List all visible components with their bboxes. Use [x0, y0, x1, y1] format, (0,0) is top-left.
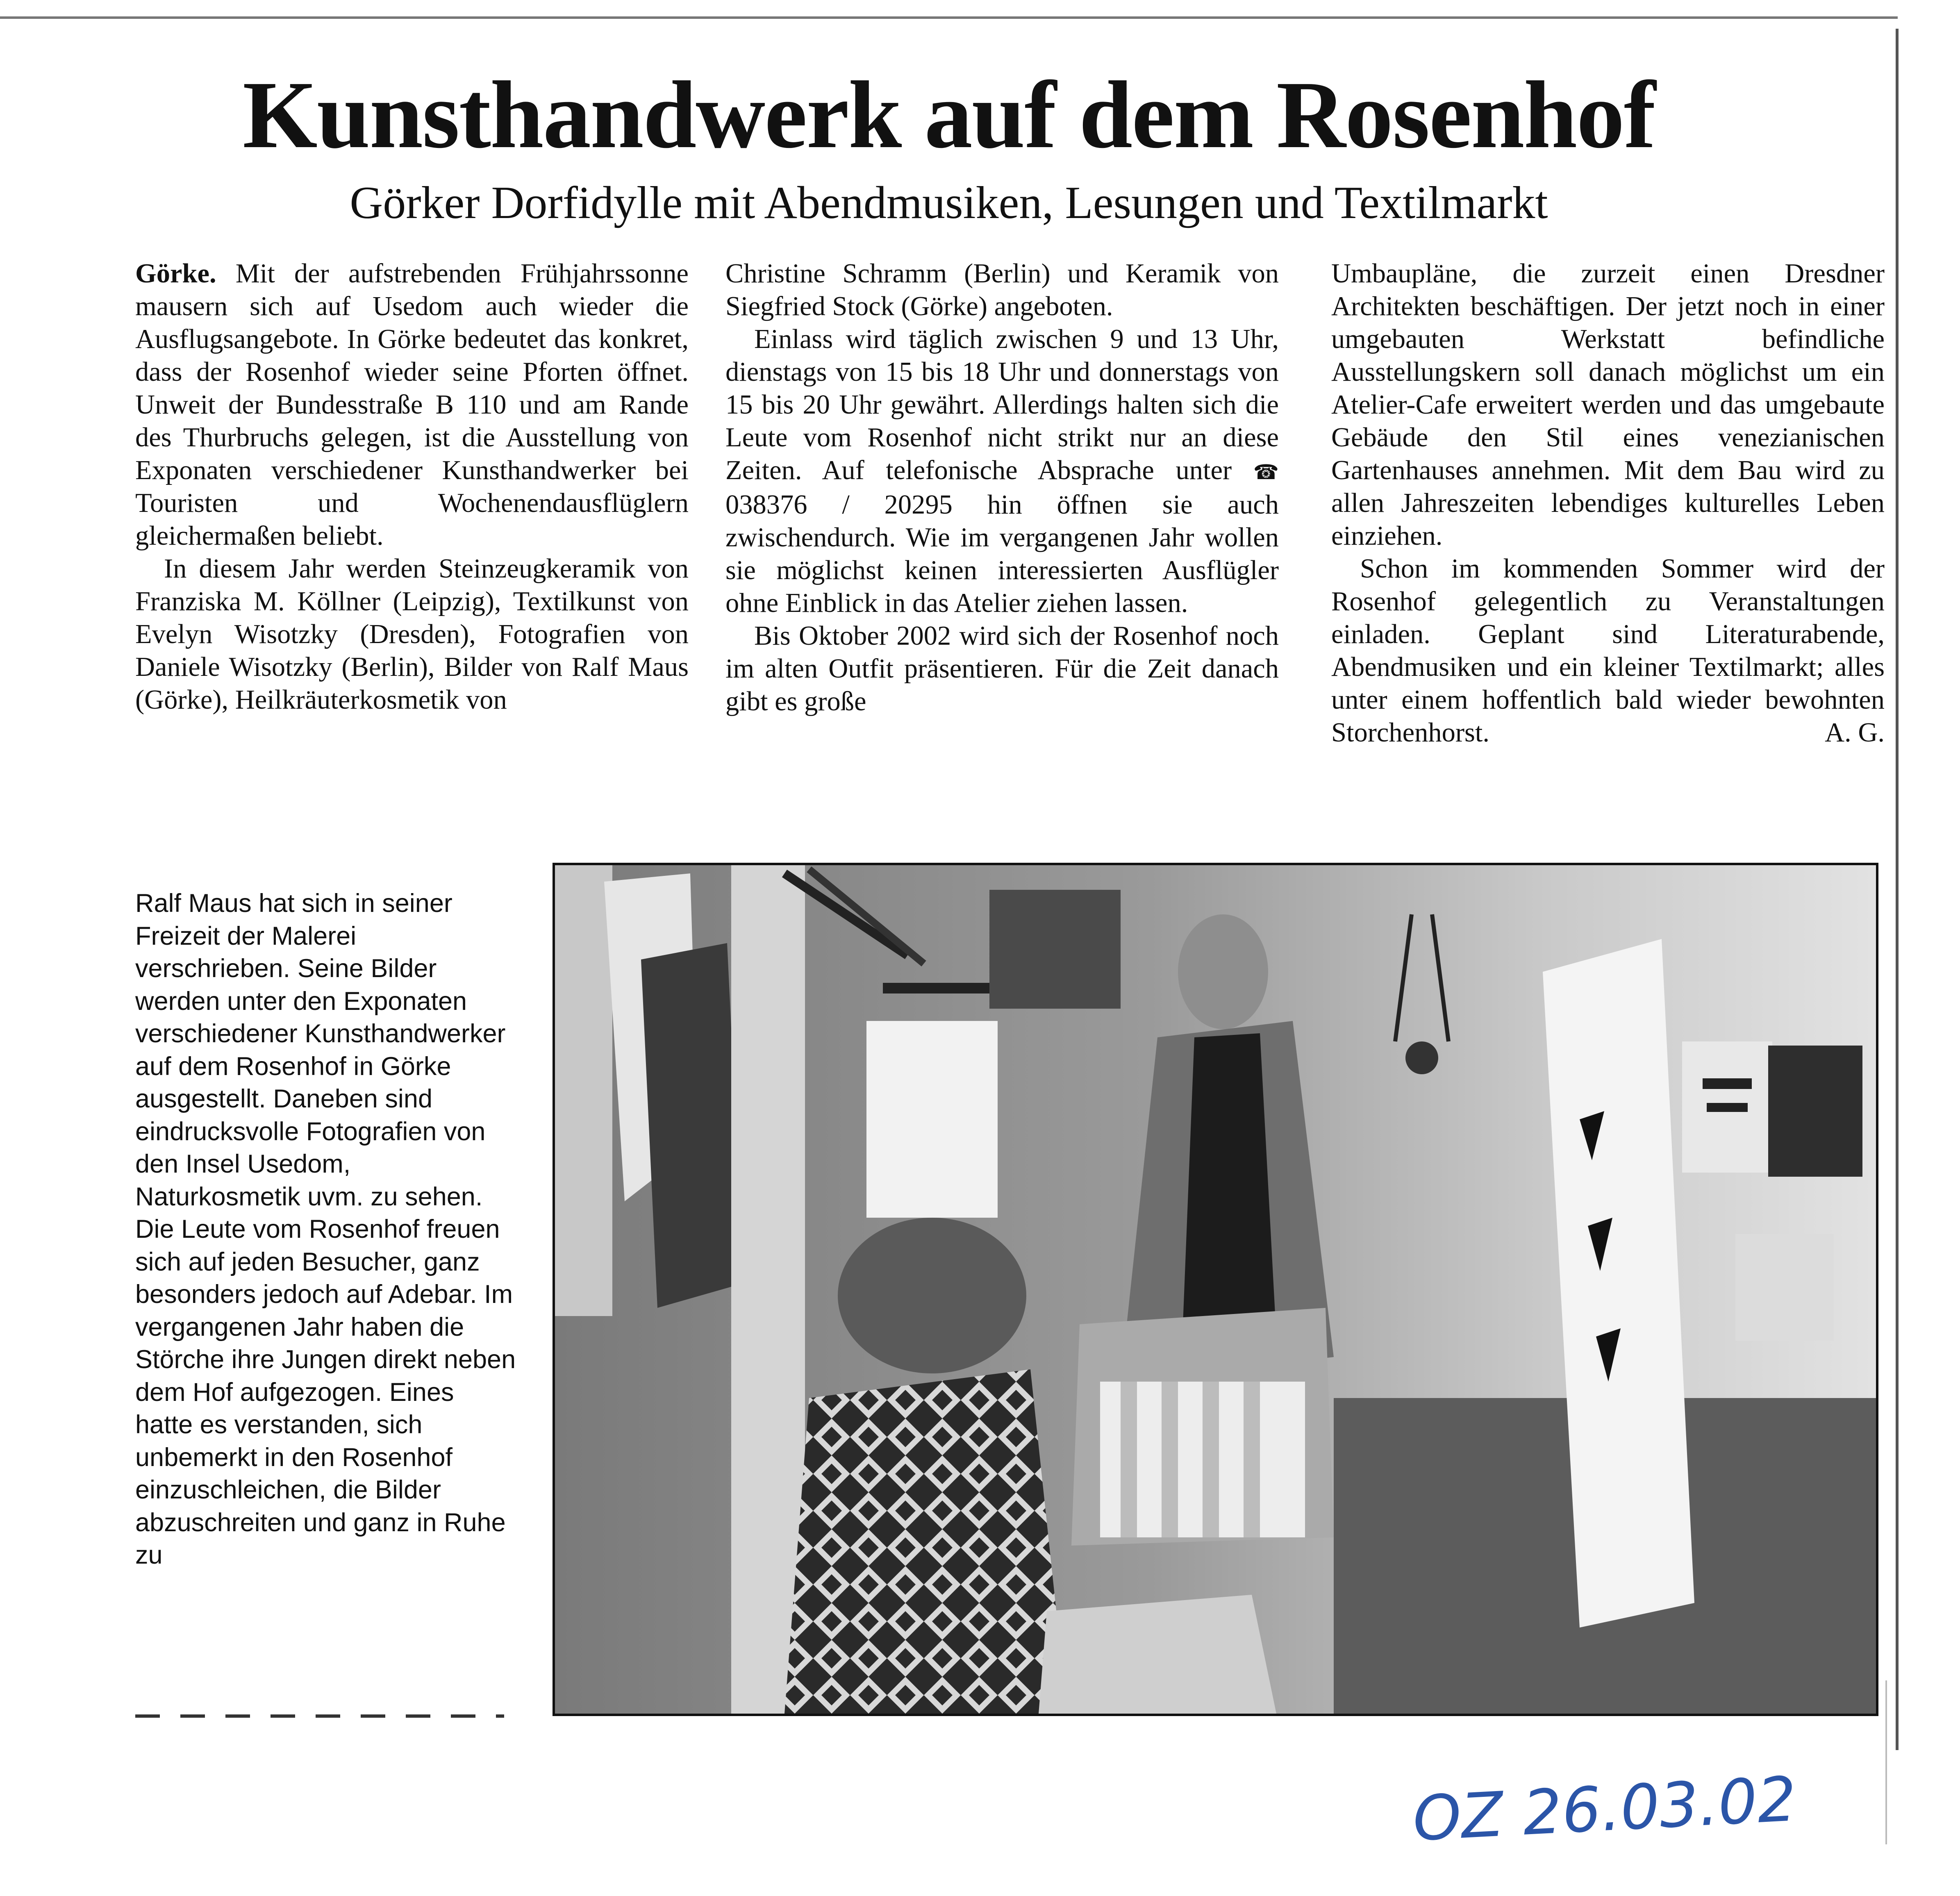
paragraph [725, 323, 1279, 620]
clipping-right-edge [1896, 29, 1899, 1750]
article-column-2 [725, 257, 1279, 718]
caption-cut-line [135, 1714, 504, 1718]
svg-text:OZ 26.03.02: OZ 26.03.02 [1411, 1771, 1799, 1855]
paragraph-text: hin öffnen sie auch zwischendurch. Wie im vergangenen Jahr wollen sie möglichst keinen interessierten Ausflügler ohne Einblick in das Atelier ziehen lassen. [725, 490, 1279, 618]
paragraph: Bis Oktober 2002 wird sich der Rosenhof noch im alten Outfit präsentieren. Für die Zeit danach gibt es große [725, 621, 1279, 716]
dateline: Görke. [135, 259, 216, 289]
phone-number: 038376 / 20295 [725, 490, 953, 520]
subheadline: Görker Dorfidylle mit Abendmusiken, Lesungen und Textilmarkt [350, 177, 1548, 228]
handwritten-date-note [1410, 1771, 1820, 1861]
clipping-top-edge [0, 16, 1898, 19]
article-column-1 [135, 257, 689, 716]
clipping-right-shadow [1885, 1680, 1887, 1844]
photo-caption: Ralf Maus hat sich in seiner Freizeit der Malerei verschrieben. Seine Bilder werden unter den Exponaten verschiedener Kunsthandwerker auf dem Rosenhof in Görke ausgestellt. Daneben sind eindrucksvolle Fotografien von den Insel Usedom, Naturkosmetik uvm. zu sehen. Die Leute vom Rosenhof freuen sich auf jeden Besucher, ganz besonders jedoch auf Adebar. Im vergangenen Jahr haben die Störche ihre Jungen direkt neben dem Hof aufgezogen. Eines hatte es verstanden, sich unbemerkt in den Rosenhof einzuschleichen, die Bilder abzuschreiten und ganz in Ruhe zu [135, 889, 516, 1569]
article-column-3 [1331, 257, 1885, 749]
author-signature: A. G. [1825, 718, 1885, 748]
paragraph-text: Einlass wird täglich zwischen 9 und 13 Uhr, dienstags von 15 bis 18 Uhr und donnerstags von 15 bis 20 Uhr gewährt. Allerdings halten sich die Leute vom Rosenhof nicht strikt nur an diese Zeiten. Auf telefonische Absprache unter [725, 324, 1279, 485]
paragraph [1331, 552, 1885, 749]
telephone-icon: ☎ [1253, 460, 1279, 484]
paragraph [135, 257, 689, 552]
article-photo [553, 863, 1878, 1716]
paragraph-text: Mit der aufstrebenden Frühjahrssonne mausern sich auf Usedom auch wieder die Ausflugsangebote. In Görke bedeutet das konkret, dass der Rosenhof wieder seine Pforten öffnet. Unweit der Bundesstraße B 110 und am Rande des Thurbruchs gelegen, ist die Ausstellung von Exponaten verschiedener Kunsthandwerker bei Touristen und Wochenendausflüglern gleichermaßen beliebt. [135, 259, 689, 551]
handwriting [1410, 1771, 1820, 1861]
paragraph: Christine Schramm (Berlin) und Keramik von Siegfried Stock (Görke) angeboten. [725, 259, 1279, 321]
paragraph-text: Schon im kommenden Sommer wird der Rosenhof gelegentlich zu Veranstaltungen einladen. Geplant sind Literaturabende, Abendmusiken und ein kleiner Textilmarkt; alles unter einem hoffentlich bald wieder bewohnten Storchenhorst. [1331, 554, 1885, 748]
photo-illustration [555, 865, 1876, 1714]
headline: Kunsthandwerk auf dem Rosenhof [242, 61, 1655, 168]
paragraph: In diesem Jahr werden Steinzeugkeramik von Franziska M. Köllner (Leipzig), Textilkunst von Evelyn Wisotzky (Dresden), Fotografien von Daniele Wisotzky (Berlin), Bilder von Ralf Maus (Görke), Heilkräuterkosmetik von [135, 554, 689, 715]
paragraph: Umbaupläne, die zurzeit einen Dresdner Architekten beschäftigen. Der jetzt noch in einer umgebauten Werkstatt befindliche Ausstellungskern soll danach möglichst um ein Atelier-Cafe erweitert werden und das umgebaute Gebäude den Stil eines venezianischen Gartenhauses annehmen. Mit dem Bau wird zu allen Jahreszeiten lebendiges kulturelles Leben einziehen. [1331, 259, 1885, 551]
